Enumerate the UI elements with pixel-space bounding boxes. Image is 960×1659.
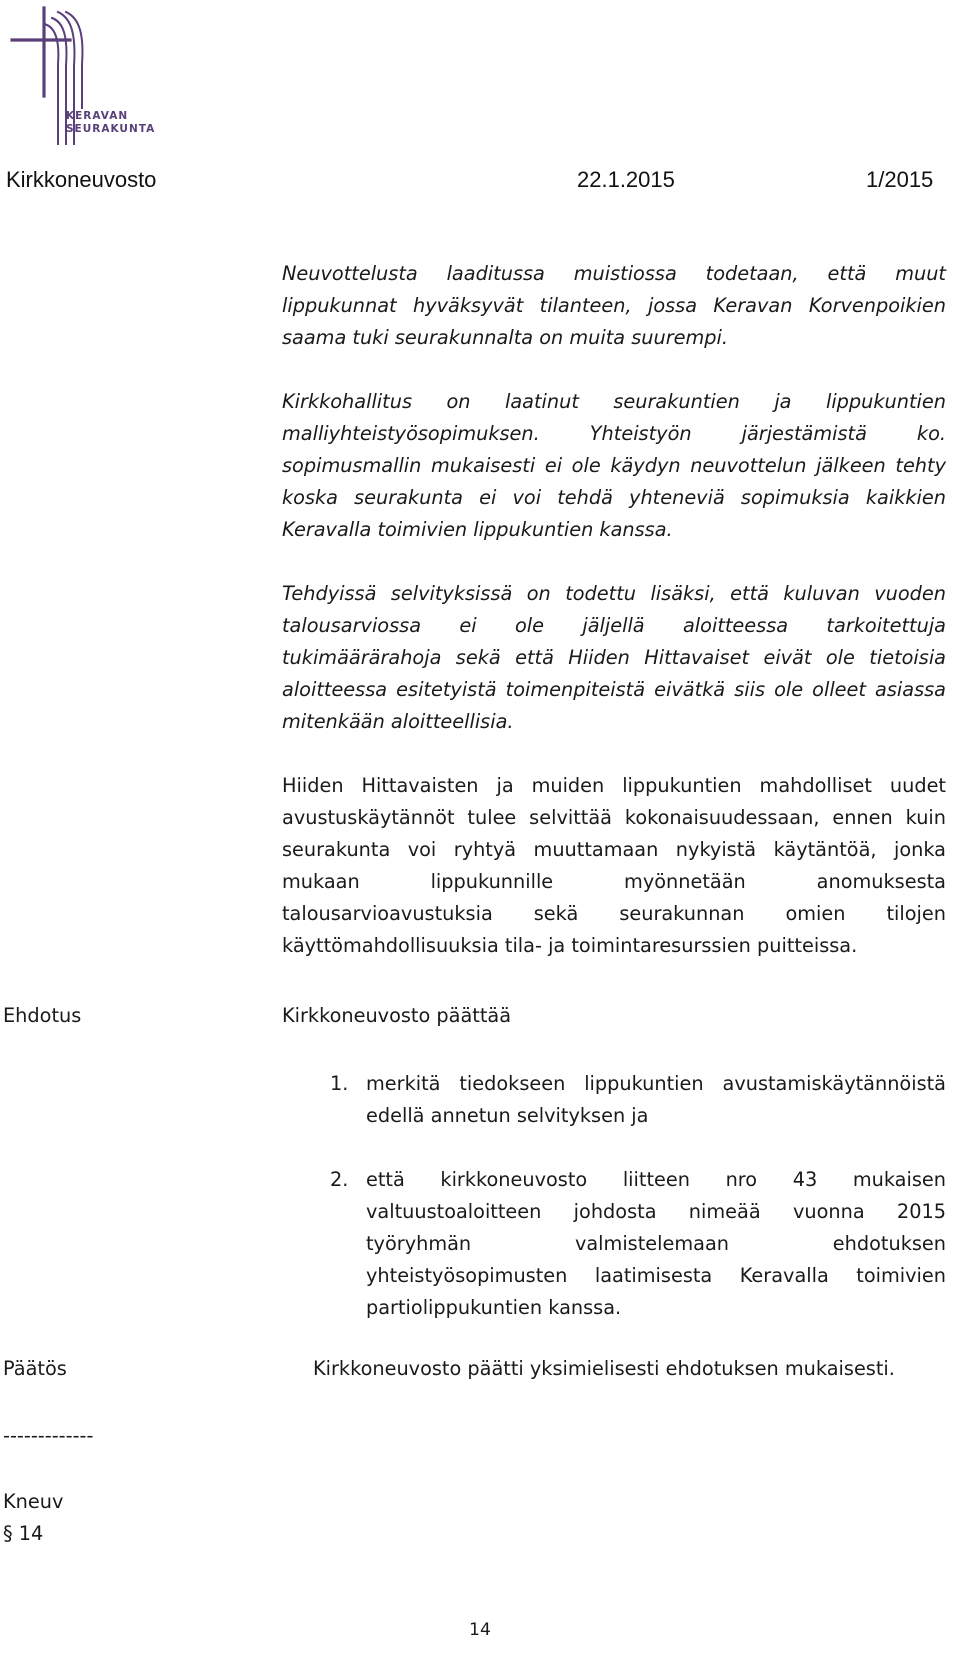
decision-label: Päätös	[3, 1357, 67, 1380]
section-reference: § 14	[3, 1522, 44, 1545]
logo-line-1: KERAVAN	[66, 110, 129, 122]
document-header	[6, 167, 946, 197]
paragraph-3	[282, 578, 946, 738]
paragraph-1-text: Neuvottelusta laaditussa muistiossa todetaan, että muut lippukunnat hyväksyvät tilanteen, jossa Keravan Korvenpoikien saama tuki seurakunnalta on muita suurempi.	[282, 262, 946, 349]
header-number: 1/2015	[866, 167, 934, 192]
proposal-item-number: 1.	[330, 1072, 349, 1095]
logo-line-2: SEURAKUNTA	[66, 123, 156, 135]
proposal-item-text: merkitä tiedokseen lippukuntien avustamiskäytännöistä edellä annetun selvityksen ja	[366, 1072, 946, 1127]
header-title: Kirkkoneuvosto	[6, 167, 157, 192]
proposal-item-1	[330, 1068, 946, 1132]
logo-wordmark	[66, 110, 155, 136]
paragraph-1	[282, 258, 946, 354]
header-date: 22.1.2015	[577, 167, 675, 192]
paragraph-2	[282, 386, 946, 546]
proposal-item-text: että kirkkoneuvosto liitteen nro 43 mukaisen valtuustoaloitteen johdosta nimeää vuonna 2015 työryhmän valmistelemaan ehdotuksen yhteistyösopimusten laatimisesta Keravalla toimivien partiolippukuntien kanssa.	[366, 1168, 946, 1319]
proposal-item-number: 2.	[330, 1168, 349, 1191]
separator-line: -------------	[3, 1424, 94, 1447]
decision-text: Kirkkoneuvosto päätti yksimielisesti ehdotuksen mukaisesti.	[313, 1357, 895, 1380]
kneuv-note: Kneuv	[3, 1490, 64, 1513]
kerava-parish-logo	[8, 4, 156, 154]
proposal-item-2	[330, 1164, 946, 1324]
paragraph-4-text: Hiiden Hittavaisten ja muiden lippukuntien mahdolliset uudet avustuskäytännöt tulee selvittää kokonaisuudessaan, ennen kuin seurakunta voi ryhtyä muuttamaan nykyistä käytäntöä, jonka mukaan lippukunnille myönnetään anomuksesta talousarvioavustuksia sekä seurakunnan omien tilojen käyttömahdollisuuksia tila- ja toimintaresurssien puitteissa.	[282, 774, 946, 957]
paragraph-2-text: Kirkkohallitus on laatinut seurakuntien ja lippukuntien malliyhteistyösopimuksen. Yhteistyön järjestämistä ko. sopimusmallin mukaisesti ei ole käydyn neuvottelun jälkeen tehty koska seurakunta ei voi tehdä yhteneviä sopimuksia kaikkien Keravalla toimivien lippukuntien kanssa.	[282, 390, 946, 541]
paragraph-4	[282, 770, 946, 962]
proposal-label: Ehdotus	[3, 1004, 82, 1027]
page-number: 14	[469, 1620, 491, 1640]
paragraph-3-text: Tehdyissä selvityksissä on todettu lisäksi, että kuluvan vuoden talousarviossa ei ole jäljellä aloitteessa tarkoitettuja tukimäärärahoja sekä että Hiiden Hittavaiset eivät ole tietoisia aloitteessa esitetyistä toimenpiteistä eivätkä siis ole olleet asiassa mitenkään aloitteellisia.	[282, 582, 946, 733]
proposal-intro: Kirkkoneuvosto päättää	[282, 1004, 512, 1027]
